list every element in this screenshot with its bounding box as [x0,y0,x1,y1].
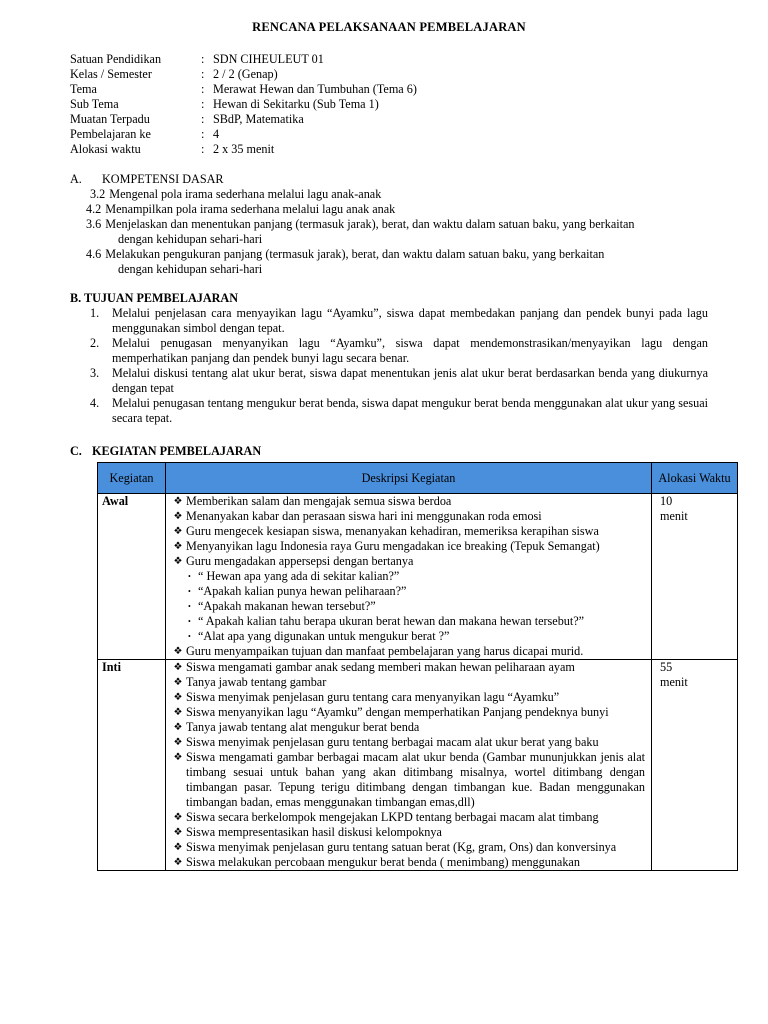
diamond-bullet-icon: ❖ [173,692,183,703]
info-value: 2 / 2 (Genap) [213,67,278,81]
question-text: “ Hewan apa yang ada di sekitar kalian?” [198,569,400,583]
tujuan-text: Melalui penugasan menyanyikan lagu “Ayamku”, siswa dapat mendemonstrasikan/menyayikan lagu dengan memperhatikan panjang dan pendek bunyi lagu secara benar. [112,336,708,365]
kd-item [70,202,708,217]
activity-text: Siswa menyimak penjelasan guru tentang berbagai macam alat ukur berat yang baku [186,735,599,749]
diamond-bullet-icon: ❖ [173,677,183,688]
small-dot-icon: • [188,632,191,641]
tujuan-item [90,366,708,396]
diamond-bullet-icon: ❖ [173,857,183,868]
question-item [170,569,645,584]
diamond-bullet-icon: ❖ [173,541,183,552]
tujuan-text: Melalui penugasan tentang mengukur berat benda, siswa dapat mengukur berat benda menggunakan alat ukur yang sesuai secara tepat. [112,396,708,425]
diamond-bullet-icon: ❖ [173,827,183,838]
info-row [70,97,708,112]
activity-item [170,705,645,720]
question-text: “ Apakah kalian tahu berapa ukuran berat hewan dan makana hewan tersebut?” [198,614,585,628]
diamond-bullet-icon: ❖ [173,722,183,733]
info-value: 4 [213,127,220,141]
question-item [170,614,645,629]
question-text: “Apakah makanan hewan tersebut?” [198,599,376,613]
activity-text: Siswa menyimak penjelasan guru tentang cara menyanyikan lagu “Ayamku” [186,690,560,704]
kd-item [70,247,708,262]
kd-text: Menjelaskan dan menentukan panjang (termasuk jarak), berat, dan waktu dalam satuan baku, yang berkaitan [105,217,635,231]
activity-item [170,660,645,675]
activity-item [170,690,645,705]
activity-text: Guru menyampaikan tujuan dan manfaat pembelajaran yang harus dicapai murid. [186,644,584,658]
kompetensi-dasar-list [70,187,708,277]
info-row [70,67,708,82]
info-label: Pembelajaran ke [70,127,151,141]
diamond-bullet-icon: ❖ [173,842,183,853]
info-label: Tema [70,82,97,96]
question-item [170,629,645,644]
activity-text: Tanya jawab tentang gambar [186,675,327,689]
kd-number: 4.2 [86,202,102,216]
description-cell [166,494,652,660]
header-kegiatan: Kegiatan [98,463,166,494]
activity-text: Siswa secara berkelompok mengejakan LKPD tentang berbagai macam alat timbang [186,810,599,824]
tujuan-list [70,306,708,426]
info-colon: : [201,142,205,156]
activity-text: Memberikan salam dan mengajak semua siswa berdoa [186,494,452,508]
table-row [98,494,738,660]
section-c-title: KEGIATAN PEMBELAJARAN [92,444,262,458]
kd-number: 3.6 [86,217,102,231]
kd-item [70,217,708,232]
activity-item [170,644,645,659]
tujuan-text: Melalui diskusi tentang alat ukur berat, siswa dapat menentukan jenis alat ukur berat berdasarkan benda yang diukurnya dengan tepat [112,366,708,395]
info-label: Kelas / Semester [70,67,152,81]
activity-item [170,855,645,870]
description-cell [166,660,652,871]
section-a-letter: A. [70,172,82,186]
info-row [70,112,708,127]
activity-text: Menyanyikan lagu Indonesia raya Guru mengadakan ice breaking (Tepuk Semangat) [186,539,600,553]
activity-item [170,825,645,840]
activity-text: Siswa menyimak penjelasan guru tentang satuan berat (Kg, gram, Ons) dan konversinya [186,840,617,854]
diamond-bullet-icon: ❖ [173,526,183,537]
time-cell: 55 menit [652,660,738,871]
activity-text: Menanyakan kabar dan perasaan siswa hari ini menggunakan roda emosi [186,509,542,523]
identity-block [70,52,708,157]
diamond-bullet-icon: ❖ [173,646,183,657]
info-label: Alokasi waktu [70,142,141,156]
activity-item [170,494,645,509]
kd-item [70,187,708,202]
info-colon: : [201,112,205,126]
info-value: 2 x 35 menit [213,142,275,156]
question-item [170,584,645,599]
info-row [70,82,708,97]
info-row [70,127,708,142]
kd-number: 4.6 [86,247,102,261]
small-dot-icon: • [188,602,191,611]
info-colon: : [201,52,205,66]
info-value: Merawat Hewan dan Tumbuhan (Tema 6) [213,82,417,96]
kd-text-continued: dengan kehidupan sehari-hari [118,232,263,246]
tujuan-number: 2. [90,336,100,350]
question-text: “Alat apa yang digunakan untuk mengukur berat ?” [198,629,450,643]
small-dot-icon: • [188,587,191,596]
activity-item [170,509,645,524]
info-label: Sub Tema [70,97,119,111]
section-c-heading [70,444,708,459]
diamond-bullet-icon: ❖ [173,511,183,522]
activity-item [170,810,645,825]
activity-item [170,735,645,750]
tujuan-item [90,396,708,426]
kd-text: Melakukan pengukuran panjang (termasuk jarak), berat, dan waktu dalam satuan baku, yang berkaitan [105,247,605,261]
activity-text: Siswa menyanyikan lagu “Ayamku” dengan memperhatikan Panjang pendeknya bunyi [186,705,609,719]
tujuan-item [90,336,708,366]
info-label: Muatan Terpadu [70,112,150,126]
diamond-bullet-icon: ❖ [173,496,183,507]
small-dot-icon: • [188,617,191,626]
activity-item [170,675,645,690]
kd-number: 3.2 [90,187,106,201]
phase-cell: Inti [98,660,166,871]
info-colon: : [201,67,205,81]
info-value: SBdP, Matematika [213,112,304,126]
activity-item [170,840,645,855]
kd-text-continued: dengan kehidupan sehari-hari [118,262,263,276]
info-colon: : [201,82,205,96]
small-dot-icon: • [188,572,191,581]
kd-text: Mengenal pola irama sederhana melalui lagu anak-anak [109,187,382,201]
activity-text: Guru mengecek kesiapan siswa, menanyakan kehadiran, memeriksa kerapihan siswa [186,524,599,538]
activity-text: Siswa mengamati gambar anak sedang memberi makan hewan peliharaan ayam [186,660,575,674]
tujuan-number: 4. [90,396,100,410]
diamond-bullet-icon: ❖ [173,556,183,567]
section-c-letter: C. [70,444,82,458]
diamond-bullet-icon: ❖ [173,707,183,718]
diamond-bullet-icon: ❖ [173,737,183,748]
tujuan-text: Melalui penjelasan cara menyayikan lagu “Ayamku”, siswa dapat membedakan panjang dan pendek bunyi pada lagu menggunakan simbol dengan tepat. [112,306,708,335]
info-colon: : [201,97,205,111]
section-b-title: TUJUAN PEMBELAJARAN [84,291,239,305]
info-label: Satuan Pendidikan [70,52,162,66]
activity-item [170,524,645,539]
diamond-bullet-icon: ❖ [173,752,183,763]
tujuan-number: 1. [90,306,100,320]
header-alokasi: Alokasi Waktu [652,463,738,494]
activity-item [170,720,645,735]
header-deskripsi: Deskripsi Kegiatan [166,463,652,494]
activity-text: Tanya jawab tentang alat mengukur berat benda [186,720,420,734]
tujuan-number: 3. [90,366,100,380]
section-b-heading [70,291,708,306]
table-row [98,660,738,871]
info-row [70,52,708,67]
activity-text: Siswa melakukan percobaan mengukur berat benda ( menimbang) menggunakan [186,855,580,869]
time-cell: 10 menit [652,494,738,660]
question-item [170,599,645,614]
tujuan-item [90,306,708,336]
kd-text: Menampilkan pola irama sederhana melalui lagu anak anak [105,202,396,216]
activity-item [170,554,645,569]
activity-item [170,750,645,810]
phase-cell: Awal [98,494,166,660]
info-value: Hewan di Sekitarku (Sub Tema 1) [213,97,379,111]
activity-text: Siswa mempresentasikan hasil diskusi kelompoknya [186,825,442,839]
table-header-row [98,463,738,494]
info-value: SDN CIHEULEUT 01 [213,52,324,66]
activity-text: Guru mengadakan appersepsi dengan bertanya [186,554,414,568]
info-colon: : [201,127,205,141]
document-title: RENCANA PELAKSANAAN PEMBELAJARAN [252,20,526,34]
diamond-bullet-icon: ❖ [173,662,183,673]
diamond-bullet-icon: ❖ [173,812,183,823]
info-row [70,142,708,157]
activity-item [170,539,645,554]
section-a-title: KOMPETENSI DASAR [102,172,224,186]
activity-text: Siswa mengamati gambar berbagai macam alat ukur benda (Gambar mununjukkan jenis alat timbang sesuai untuk bahan yang akan ditimbang misalnya, wortel ditimbang dengan timbangan pasar. Tepung terigu ditimbang dengan timbangan kue. Badan menggunakan timbangan badan, emas menggunakan timbangan emas,dll) [186,750,645,809]
kegiatan-table [97,462,738,871]
question-text: “Apakah kalian punya hewan peliharaan?” [198,584,407,598]
section-a-heading [70,172,708,187]
section-b-letter: B. [70,291,82,305]
